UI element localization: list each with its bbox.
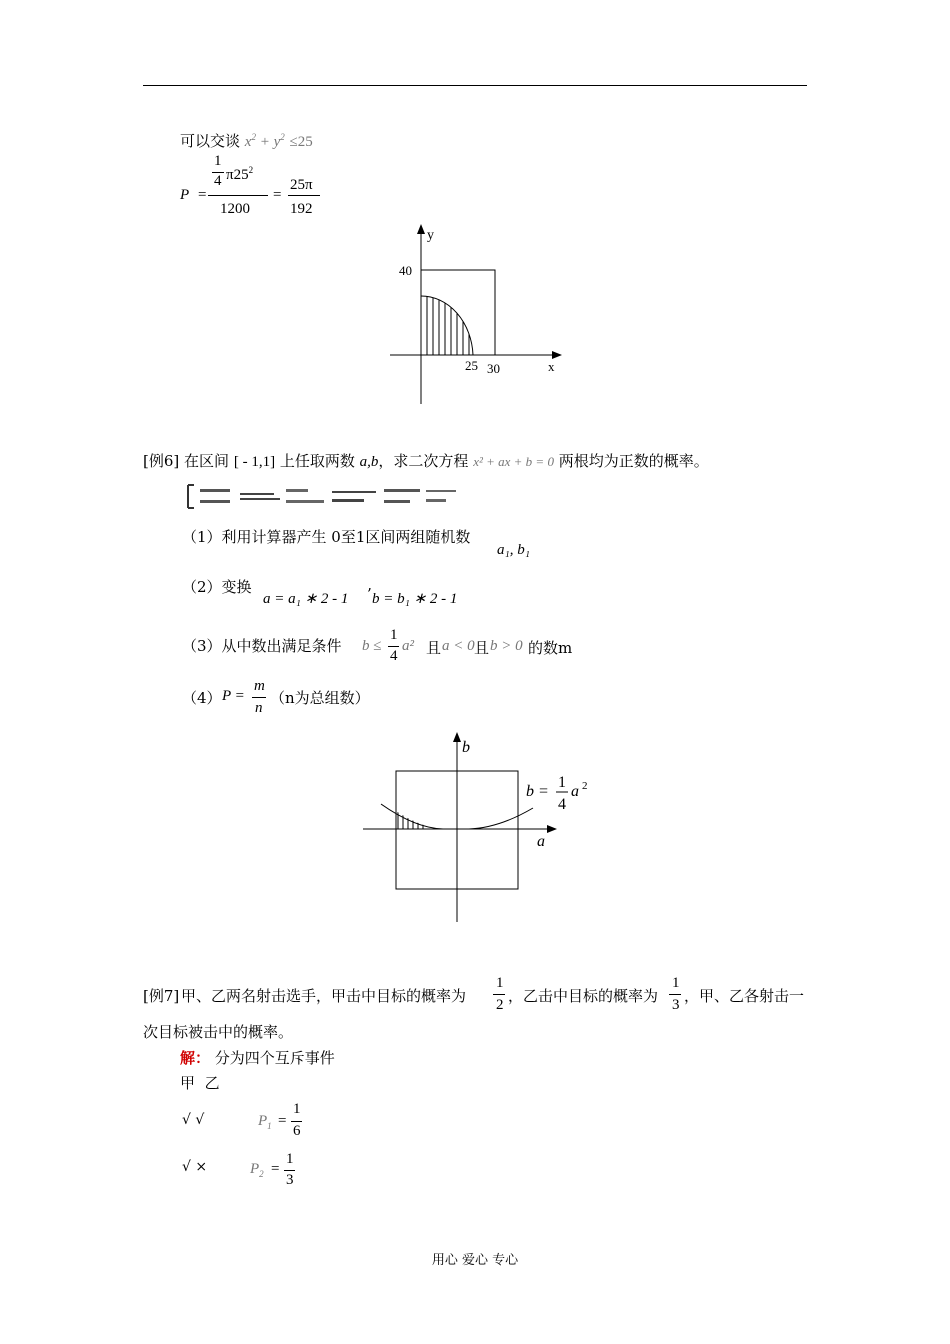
intro-text: 可以交谈 bbox=[180, 132, 241, 150]
row2-num: 1 bbox=[286, 1151, 294, 1167]
step3-and2: 且 bbox=[474, 639, 490, 657]
step1-label: （1）利用计算器产生 0至1区间两组随机数 bbox=[182, 528, 471, 546]
step2-formula-a: a = a₁ ∗ 2 - 1 bbox=[263, 591, 349, 607]
step3-frac-bar bbox=[388, 646, 399, 647]
page-footer: 用心 爱心 专心 bbox=[431, 1253, 519, 1268]
example6-text-d: 两根均为正数的概率。 bbox=[558, 452, 709, 470]
row2-p: $P_2$ bbox=[250, 1161, 264, 1179]
a-arrow-icon bbox=[547, 825, 557, 833]
row1-marks: √ √ bbox=[182, 1112, 205, 1128]
solution-label: 解： bbox=[180, 1049, 211, 1067]
inner-frac-den: 4 bbox=[214, 173, 222, 189]
frac-bar-2 bbox=[288, 195, 320, 196]
step2-label: （2）变换 bbox=[182, 578, 252, 596]
header-rule bbox=[143, 85, 807, 86]
row1-num: 1 bbox=[293, 1101, 301, 1117]
equals-sign-2: = bbox=[273, 187, 282, 203]
row2-eq: = bbox=[271, 1161, 280, 1177]
step4-label: （4） bbox=[182, 689, 222, 707]
main-frac-bar bbox=[208, 195, 268, 196]
tick-40: 40 bbox=[399, 263, 412, 278]
step3-a2: a² bbox=[402, 638, 414, 654]
step4-m: m bbox=[254, 678, 265, 694]
step2-sep: ’ bbox=[367, 585, 372, 603]
example7-line1-c: ，甲、乙各射击一 bbox=[684, 987, 805, 1005]
row2-den: 3 bbox=[286, 1172, 294, 1188]
step4-n: n bbox=[255, 700, 263, 716]
half-den: 2 bbox=[496, 997, 504, 1013]
example7-line1-b: ，乙击中目标的概率为 bbox=[508, 987, 659, 1005]
half-num: 1 bbox=[496, 975, 504, 991]
curve-frac-den: 4 bbox=[558, 796, 566, 813]
tick-30: 30 bbox=[487, 361, 500, 376]
example7-tag: [例7] bbox=[143, 987, 180, 1005]
x-axis-label: x bbox=[548, 359, 555, 374]
hatch-lines-2 bbox=[398, 808, 423, 829]
step3-b-le: b ≤ bbox=[362, 638, 382, 654]
parabola-right bbox=[469, 808, 533, 829]
col-jia: 甲 bbox=[180, 1074, 196, 1092]
example7-line2: 次目标被击中的概率。 bbox=[143, 1023, 294, 1041]
example7-line1-a: 甲、乙两名射击选手，甲击中目标的概率为 bbox=[181, 987, 467, 1005]
denom-192: 192 bbox=[290, 201, 313, 217]
step3-a-lt: a < 0 bbox=[442, 638, 475, 654]
row1-eq: = bbox=[278, 1113, 287, 1129]
step3-and1: 且 bbox=[426, 639, 442, 657]
denom-1200: 1200 bbox=[220, 201, 250, 217]
curve-frac-num: 1 bbox=[558, 774, 566, 791]
b-arrow-icon bbox=[453, 732, 461, 742]
step3-b-gt: b > 0 bbox=[490, 638, 523, 654]
row2-marks: √ × bbox=[182, 1159, 208, 1175]
step3-frac-den: 4 bbox=[390, 648, 398, 664]
hatch-lines bbox=[427, 292, 469, 355]
step4-tail: （n为总组数） bbox=[270, 689, 370, 707]
example6-vars: a,b bbox=[359, 454, 379, 470]
row2-bar bbox=[284, 1170, 295, 1171]
block1-line bbox=[180, 128, 313, 151]
circle-expression: $x^2 + y^2$ bbox=[244, 132, 285, 150]
example6-text-a: 在区间 bbox=[184, 452, 230, 470]
third-bar bbox=[669, 994, 681, 995]
half-bar bbox=[493, 994, 505, 995]
third-den: 3 bbox=[672, 997, 680, 1013]
step4-p: P = bbox=[222, 688, 245, 704]
example6-statement bbox=[143, 452, 709, 471]
row1-p: $P_1$ bbox=[258, 1113, 272, 1131]
column-headers bbox=[180, 1074, 220, 1092]
curve-a: a bbox=[571, 783, 579, 800]
step4-frac-bar bbox=[252, 697, 266, 698]
step2 bbox=[182, 578, 252, 596]
step2-formula-b: b = b₁ ∗ 2 - 1 bbox=[372, 591, 458, 607]
third-num: 1 bbox=[672, 975, 680, 991]
row1-den: 6 bbox=[293, 1123, 301, 1139]
row1-bar bbox=[291, 1121, 302, 1122]
parabola-figure bbox=[355, 728, 615, 928]
quarter-arc bbox=[421, 296, 473, 355]
a-axis-label: a bbox=[537, 833, 545, 850]
step1-vars: a₁, b₁ bbox=[497, 542, 530, 558]
y-arrow-icon bbox=[417, 224, 425, 234]
parabola-left bbox=[381, 804, 443, 829]
solution-text: 分为四个互斥事件 bbox=[214, 1049, 335, 1067]
step3-label: （3）从中数出满足条件 bbox=[182, 637, 342, 655]
col-yi: 乙 bbox=[204, 1074, 220, 1092]
equals-sign: = bbox=[198, 187, 207, 203]
example6-interval: [ - 1,1] bbox=[233, 454, 276, 470]
num-25pi: 25π bbox=[290, 177, 313, 193]
pi-term: $\pi 25^2$ bbox=[226, 165, 254, 183]
step3-frac-num: 1 bbox=[390, 627, 398, 643]
quarter-circle-figure bbox=[380, 222, 580, 407]
curve-exp: 2 bbox=[582, 780, 588, 792]
step3-tail: 的数m bbox=[528, 639, 573, 657]
solution-line bbox=[180, 1049, 335, 1067]
tick-25: 25 bbox=[465, 358, 478, 373]
step1 bbox=[182, 528, 470, 546]
example6-equation: x² + ax + b = 0 bbox=[473, 454, 554, 469]
example6-text-c: ，求二次方程 bbox=[378, 452, 469, 470]
curve-label-b: b = bbox=[526, 783, 549, 800]
region-rect bbox=[421, 270, 495, 355]
ineq-text: ≤25 bbox=[289, 134, 313, 150]
b-axis-label: b bbox=[462, 739, 470, 756]
example6-text-b: 上任取两数 bbox=[279, 452, 355, 470]
p-label: P bbox=[180, 187, 190, 203]
example6-tag: [例6] bbox=[143, 452, 180, 470]
inner-frac-num: 1 bbox=[214, 153, 222, 169]
garbled-formula-image bbox=[182, 481, 464, 511]
y-axis-label: y bbox=[427, 228, 434, 243]
x-arrow-icon bbox=[552, 351, 562, 359]
